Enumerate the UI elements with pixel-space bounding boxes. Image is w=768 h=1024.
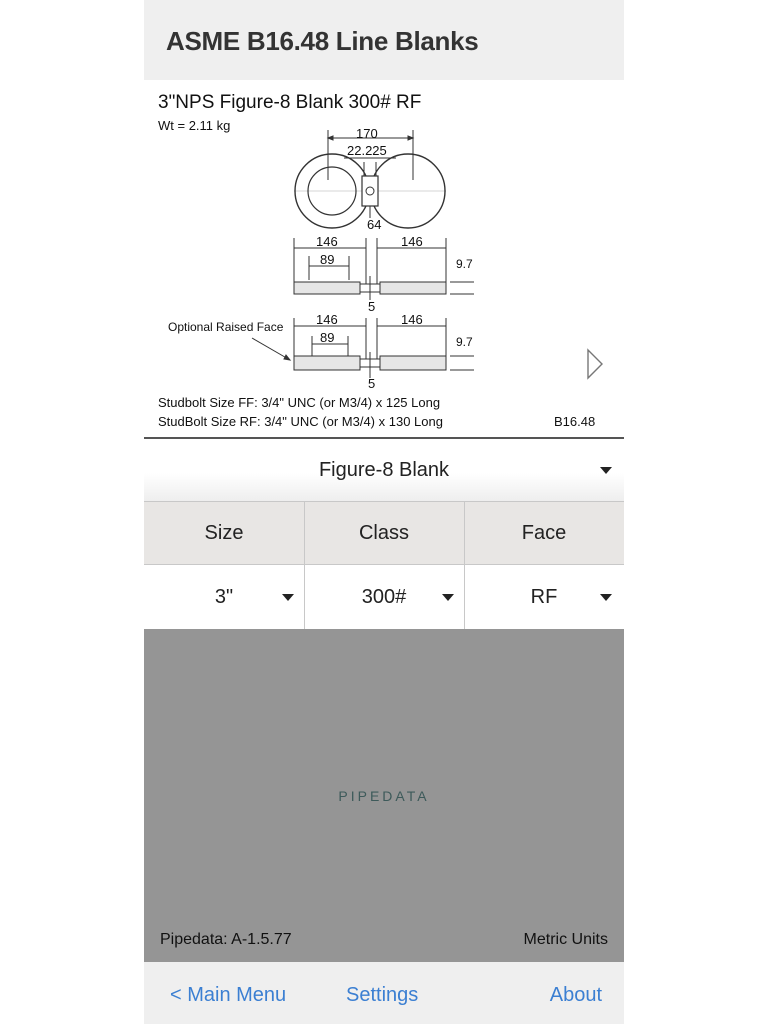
size-header: Size bbox=[204, 522, 244, 544]
dim-89-label: 89 bbox=[320, 252, 335, 267]
caret-down-icon bbox=[282, 594, 294, 601]
brand-label: PIPEDATA bbox=[338, 788, 430, 804]
face-header: Face bbox=[521, 522, 567, 544]
dim-89-rf-label: 89 bbox=[320, 330, 335, 345]
app-header bbox=[144, 0, 624, 80]
side-view-rf bbox=[252, 318, 474, 378]
weight-label: Wt = 2.11 kg bbox=[158, 118, 231, 133]
studbolt-rf-label: StudBolt Size RF: 3/4" UNC (or M3/4) x 130 Long bbox=[158, 414, 443, 429]
dim-146-left-rf-label: 146 bbox=[316, 312, 338, 327]
settings-button[interactable]: Settings bbox=[346, 984, 419, 1006]
units-label: Metric Units bbox=[523, 931, 608, 948]
dim-146-right-label: 146 bbox=[401, 234, 423, 249]
dim-22225-label: 22.225 bbox=[347, 143, 387, 158]
class-dropdown[interactable] bbox=[304, 565, 464, 629]
studbolt-ff-label: Studbolt Size FF: 3/4" UNC (or M3/4) x 125 Long bbox=[158, 395, 441, 410]
grid-divider bbox=[464, 501, 465, 629]
dim-64-label: 64 bbox=[367, 217, 382, 232]
dim-97-label: 9.7 bbox=[456, 257, 473, 271]
version-label: Pipedata: A-1.5.77 bbox=[160, 931, 292, 948]
optional-raised-face-label: Optional Raised Face bbox=[168, 320, 284, 334]
chevron-right-icon[interactable] bbox=[584, 344, 606, 384]
blank-drawing-panel bbox=[144, 80, 624, 438]
grid-divider bbox=[304, 501, 305, 629]
selector-values bbox=[144, 565, 624, 629]
dim-146-left-label: 146 bbox=[316, 234, 338, 249]
face-value: RF bbox=[530, 586, 558, 608]
dim-97-rf-label: 9.7 bbox=[456, 335, 473, 349]
standard-label: B16.48 bbox=[554, 414, 596, 429]
drawing-title: 3"NPS Figure-8 Blank 300# RF bbox=[158, 92, 422, 113]
blank-type-value: Figure-8 Blank bbox=[318, 459, 450, 481]
main-menu-button[interactable]: < Main Menu bbox=[170, 984, 287, 1006]
size-dropdown[interactable] bbox=[144, 565, 304, 629]
caret-down-icon bbox=[600, 467, 612, 474]
page-title: ASME B16.48 Line Blanks bbox=[166, 26, 479, 56]
about-button[interactable]: About bbox=[549, 984, 602, 1006]
size-value: 3" bbox=[214, 586, 234, 608]
dim-170-label: 170 bbox=[356, 126, 378, 141]
selector-headers bbox=[144, 501, 624, 565]
face-dropdown[interactable] bbox=[464, 565, 624, 629]
dim-146-right-rf-label: 146 bbox=[401, 312, 423, 327]
class-value: 300# bbox=[361, 586, 407, 608]
ad-banner[interactable] bbox=[144, 629, 624, 962]
class-header: Class bbox=[358, 522, 409, 544]
dim-5-rf-label: 5 bbox=[368, 376, 376, 391]
blank-type-dropdown[interactable] bbox=[144, 439, 624, 501]
app-screen bbox=[144, 0, 624, 1024]
dim-5-label: 5 bbox=[368, 299, 376, 314]
caret-down-icon bbox=[600, 594, 612, 601]
footer-nav bbox=[144, 962, 624, 1024]
caret-down-icon bbox=[442, 594, 454, 601]
figure8-drawing bbox=[144, 80, 624, 438]
